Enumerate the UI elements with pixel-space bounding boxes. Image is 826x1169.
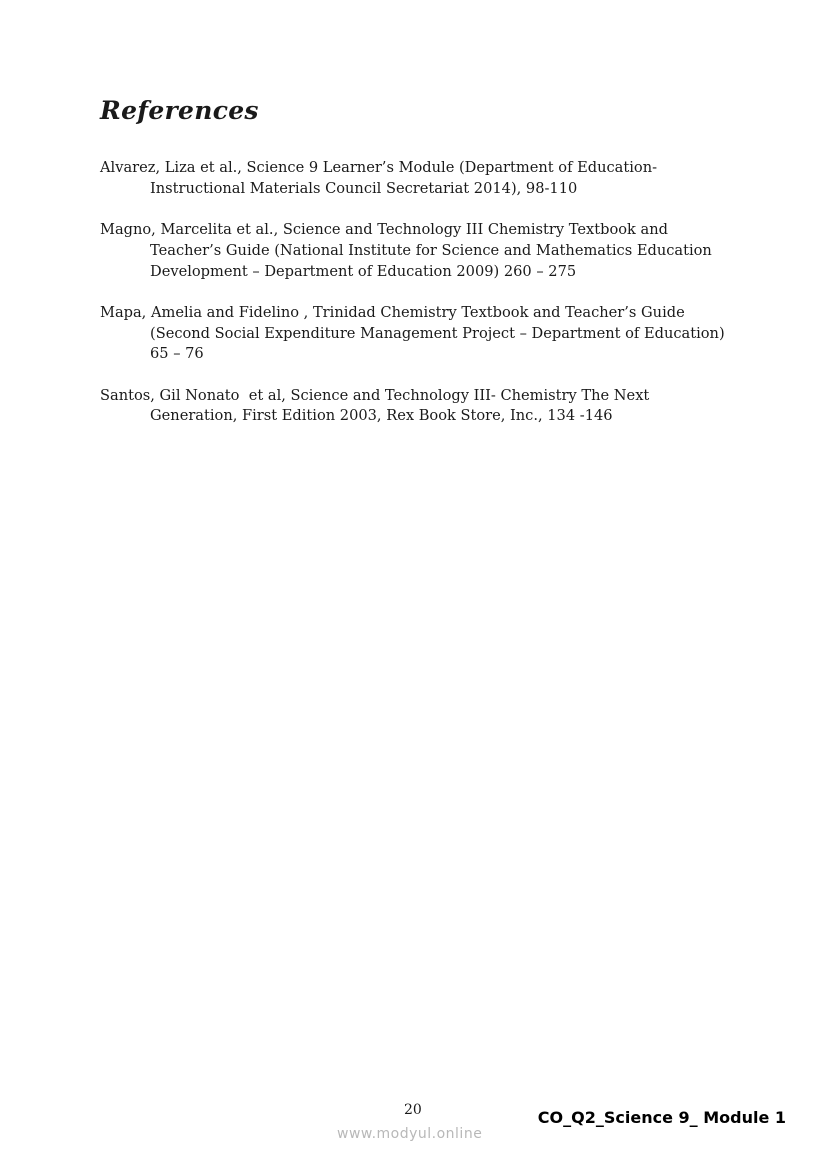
module-code: CO_Q2_Science 9_ Module 1 xyxy=(537,1108,786,1127)
page-number: 20 xyxy=(404,1102,422,1118)
reference-item: Alvarez, Liza et al., Science 9 Learner’s Module (Department of Education- Instructional Materials Council Secretariat 2014), 98-110 xyxy=(100,159,658,197)
reference-item: Santos, Gil Nonato et al, Science and Technology III- Chemistry The Next Generation, First Edition 2003, Rex Book Store, Inc., 134 -146 xyxy=(100,386,650,425)
reference-item: Magno, Marcelita et al., Science and Technology III Chemistry Textbook and Teacher’s Guide (National Institute for Science and Mathematics Education Development – Department of Education 2009) 260 – 275 xyxy=(100,221,712,280)
page-title: References xyxy=(100,96,259,125)
reference-list xyxy=(100,158,740,448)
reference-item: Mapa, Amelia and Fidelino , Trinidad Chemistry Textbook and Teacher’s Guide (Second Social Expenditure Management Project – Department of Education) 65 – 76 xyxy=(100,303,725,363)
watermark: www.modyul.online xyxy=(337,1126,483,1142)
